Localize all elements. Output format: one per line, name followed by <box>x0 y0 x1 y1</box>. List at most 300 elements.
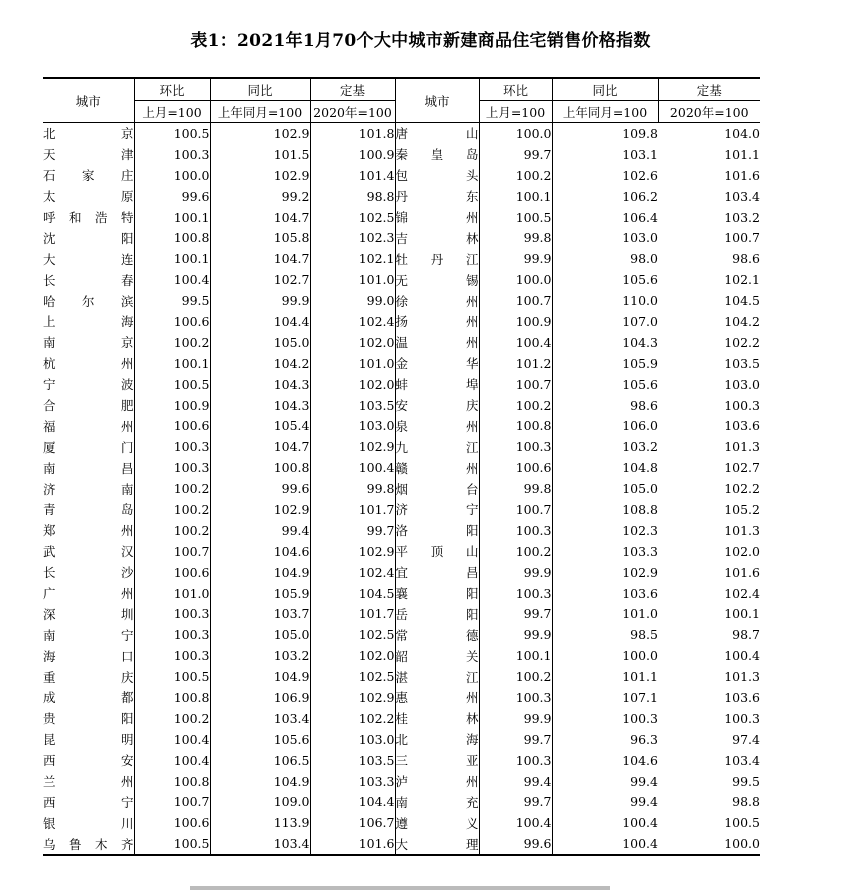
fixed-value: 104.5 <box>724 293 760 309</box>
table-row <box>43 583 760 604</box>
mom-value: 100.7 <box>479 374 552 395</box>
yoy-value: 106.2 <box>552 186 658 207</box>
mom-value: 100.8 <box>134 227 210 248</box>
table-row <box>43 395 760 416</box>
yoy-value: 99.2 <box>210 186 310 207</box>
fixed-value: 100.4 <box>310 457 395 478</box>
table-title: 表1：2021年1月70个大中城市新建商品住宅销售价格指数 <box>190 31 651 51</box>
yoy-value: 104.6 <box>210 541 310 562</box>
mom-value: 99.7 <box>479 792 552 813</box>
yoy-value: 104.8 <box>552 457 658 478</box>
city-name: 南昌 <box>43 460 134 476</box>
city-name: 襄阳 <box>395 583 479 604</box>
fixed-value: 102.5 <box>310 666 395 687</box>
fixed-value: 103.0 <box>310 415 395 436</box>
city-name: 吉林 <box>395 227 479 248</box>
yoy-value: 103.2 <box>210 645 310 666</box>
city-name: 合肥 <box>43 398 134 414</box>
city-name: 银川 <box>43 815 134 831</box>
next-title-fragment <box>170 884 630 890</box>
mom-value: 100.4 <box>134 269 210 290</box>
city-name: 徐州 <box>395 290 479 311</box>
mom-value: 100.1 <box>479 186 552 207</box>
yoy-value: 106.4 <box>552 207 658 228</box>
mom-value: 99.7 <box>479 144 552 165</box>
city-name: 上海 <box>43 314 134 330</box>
mom-value: 100.3 <box>134 603 210 624</box>
mom-value: 100.4 <box>479 332 552 353</box>
fixed-value: 99.8 <box>310 478 395 499</box>
city-name: 宁波 <box>43 377 134 393</box>
fixed-value: 101.6 <box>310 833 395 855</box>
mom-value: 99.7 <box>479 603 552 624</box>
fixed-value: 102.4 <box>310 562 395 583</box>
mom-value: 100.2 <box>134 332 210 353</box>
city-name: 蚌埠 <box>395 374 479 395</box>
table-row <box>43 311 760 332</box>
yoy-value: 105.6 <box>552 374 658 395</box>
mom-value: 100.0 <box>479 123 552 144</box>
city-name: 岳阳 <box>395 603 479 624</box>
fixed-value: 103.4 <box>724 188 760 204</box>
fixed-value: 102.9 <box>310 436 395 457</box>
header-yoy-base: 上年同月=100 <box>552 101 658 123</box>
yoy-value: 109.8 <box>552 123 658 144</box>
city-name: 福州 <box>43 418 134 434</box>
mom-value: 100.1 <box>134 248 210 269</box>
mom-value: 99.6 <box>479 833 552 855</box>
yoy-value: 105.9 <box>210 583 310 604</box>
fixed-value: 97.4 <box>732 731 760 747</box>
yoy-value: 106.9 <box>210 687 310 708</box>
city-name: 广州 <box>43 586 134 602</box>
yoy-value: 102.9 <box>552 562 658 583</box>
mom-value: 100.8 <box>134 687 210 708</box>
table-row <box>43 165 760 186</box>
fixed-value: 102.7 <box>724 460 760 476</box>
yoy-value: 96.3 <box>552 729 658 750</box>
fixed-value: 98.8 <box>310 186 395 207</box>
yoy-value: 110.0 <box>552 290 658 311</box>
table-row <box>43 144 760 165</box>
city-name: 温州 <box>395 332 479 353</box>
mom-value: 99.9 <box>479 708 552 729</box>
city-name: 西安 <box>43 753 134 769</box>
yoy-value: 104.2 <box>210 353 310 374</box>
yoy-value: 100.4 <box>552 833 658 855</box>
yoy-value: 105.6 <box>552 269 658 290</box>
mom-value: 100.5 <box>134 374 210 395</box>
fixed-value: 103.2 <box>724 209 760 225</box>
header-yoy: 同比 <box>552 78 658 101</box>
mom-value: 100.1 <box>134 207 210 228</box>
yoy-value: 101.0 <box>552 603 658 624</box>
fixed-value: 103.0 <box>724 376 760 392</box>
yoy-value: 105.9 <box>552 353 658 374</box>
mom-value: 100.4 <box>134 729 210 750</box>
table-row <box>43 123 760 144</box>
mom-value: 101.0 <box>134 583 210 604</box>
city-name: 兰州 <box>43 774 134 790</box>
mom-value: 100.3 <box>479 436 552 457</box>
city-name: 唐山 <box>395 123 479 144</box>
fixed-value: 102.2 <box>724 481 760 497</box>
fixed-value: 100.5 <box>724 815 760 831</box>
header-mom: 环比 <box>134 78 210 101</box>
city-name: 锦州 <box>395 207 479 228</box>
yoy-value: 102.9 <box>210 123 310 144</box>
city-name: 济宁 <box>395 499 479 520</box>
fixed-value: 103.6 <box>724 418 760 434</box>
fixed-value: 101.8 <box>310 123 395 144</box>
header-yoy-base: 上年同月=100 <box>210 101 310 123</box>
fixed-value: 101.0 <box>310 353 395 374</box>
price-index-table <box>43 77 760 856</box>
mom-value: 100.8 <box>134 771 210 792</box>
fixed-value: 104.2 <box>724 313 760 329</box>
fixed-value: 100.0 <box>658 833 760 855</box>
city-name: 济南 <box>43 481 134 497</box>
yoy-value: 104.9 <box>210 771 310 792</box>
city-name: 无锡 <box>395 269 479 290</box>
mom-value: 100.3 <box>134 436 210 457</box>
table-row <box>43 645 760 666</box>
city-name: 安庆 <box>395 395 479 416</box>
city-name: 遵义 <box>395 812 479 833</box>
yoy-value: 104.7 <box>210 207 310 228</box>
mom-value: 100.2 <box>479 666 552 687</box>
city-name: 赣州 <box>395 457 479 478</box>
city-name: 大连 <box>43 251 134 267</box>
yoy-value: 101.1 <box>552 666 658 687</box>
fixed-value: 101.3 <box>724 669 760 685</box>
city-name: 太原 <box>43 189 134 205</box>
yoy-value: 106.0 <box>552 415 658 436</box>
yoy-value: 102.6 <box>552 165 658 186</box>
yoy-value: 108.8 <box>552 499 658 520</box>
city-name: 郑州 <box>43 523 134 539</box>
fixed-value: 102.2 <box>310 708 395 729</box>
city-name: 丹东 <box>395 186 479 207</box>
yoy-value: 103.4 <box>210 708 310 729</box>
city-name: 哈尔滨 <box>43 293 134 309</box>
mom-value: 100.5 <box>134 666 210 687</box>
city-name: 天津 <box>43 147 134 163</box>
yoy-value: 105.0 <box>552 478 658 499</box>
table-row <box>43 771 760 792</box>
fixed-value: 100.1 <box>724 606 760 622</box>
fixed-value: 104.5 <box>310 583 395 604</box>
city-name: 包头 <box>395 165 479 186</box>
mom-value: 100.2 <box>479 541 552 562</box>
city-name: 昆明 <box>43 732 134 748</box>
yoy-value: 102.9 <box>210 165 310 186</box>
yoy-value: 105.0 <box>210 624 310 645</box>
fixed-value: 99.5 <box>732 773 760 789</box>
fixed-value: 103.6 <box>724 689 760 705</box>
city-name: 青岛 <box>43 502 134 518</box>
header-fixed: 定基 <box>310 78 395 101</box>
fixed-value: 98.8 <box>732 794 760 810</box>
mom-value: 99.4 <box>479 771 552 792</box>
fixed-value: 99.7 <box>310 520 395 541</box>
fixed-value: 102.0 <box>310 645 395 666</box>
city-name: 大理 <box>395 833 479 855</box>
yoy-value: 102.9 <box>210 499 310 520</box>
mom-value: 100.2 <box>479 165 552 186</box>
yoy-value: 105.8 <box>210 227 310 248</box>
yoy-value: 104.3 <box>210 374 310 395</box>
yoy-value: 98.5 <box>552 624 658 645</box>
table-row <box>43 457 760 478</box>
yoy-value: 104.7 <box>210 248 310 269</box>
yoy-value: 113.9 <box>210 812 310 833</box>
header-mom-base: 上月=100 <box>134 101 210 123</box>
fixed-value: 100.3 <box>724 710 760 726</box>
table-row <box>43 541 760 562</box>
mom-value: 100.3 <box>479 583 552 604</box>
table-row <box>43 415 760 436</box>
city-name: 金华 <box>395 353 479 374</box>
fixed-value: 103.4 <box>724 752 760 768</box>
fixed-value: 101.1 <box>724 146 760 162</box>
city-name: 泸州 <box>395 771 479 792</box>
header-fixed-base: 2020年=100 <box>658 101 760 123</box>
mom-value: 100.0 <box>479 269 552 290</box>
table-row <box>43 332 760 353</box>
table-row <box>43 792 760 813</box>
yoy-value: 99.9 <box>210 290 310 311</box>
city-name: 乌鲁木齐 <box>43 833 134 855</box>
fixed-value: 102.5 <box>310 624 395 645</box>
mom-value: 101.2 <box>479 353 552 374</box>
yoy-value: 102.3 <box>552 520 658 541</box>
city-name: 杭州 <box>43 356 134 372</box>
fixed-value: 101.7 <box>310 499 395 520</box>
mom-value: 100.2 <box>134 520 210 541</box>
city-name: 烟台 <box>395 478 479 499</box>
fixed-value: 102.1 <box>724 272 760 288</box>
yoy-value: 100.0 <box>552 645 658 666</box>
fixed-value: 103.0 <box>310 729 395 750</box>
city-name: 海口 <box>43 648 134 664</box>
table-row <box>43 562 760 583</box>
mom-value: 100.6 <box>479 457 552 478</box>
fixed-value: 102.2 <box>724 334 760 350</box>
mom-value: 100.5 <box>134 123 210 144</box>
yoy-value: 107.0 <box>552 311 658 332</box>
city-name: 成都 <box>43 690 134 706</box>
mom-value: 100.7 <box>479 499 552 520</box>
mom-value: 100.6 <box>134 562 210 583</box>
fixed-value: 103.5 <box>724 355 760 371</box>
city-name: 扬州 <box>395 311 479 332</box>
fixed-value: 102.1 <box>310 248 395 269</box>
fixed-value: 101.6 <box>724 564 760 580</box>
yoy-value: 104.9 <box>210 562 310 583</box>
yoy-value: 103.7 <box>210 603 310 624</box>
yoy-value: 107.1 <box>552 687 658 708</box>
fixed-value: 101.4 <box>310 165 395 186</box>
fixed-value: 100.4 <box>724 648 760 664</box>
city-name: 武汉 <box>43 544 134 560</box>
mom-value: 100.4 <box>479 812 552 833</box>
yoy-value: 101.5 <box>210 144 310 165</box>
city-name: 长春 <box>43 272 134 288</box>
mom-value: 100.1 <box>479 645 552 666</box>
yoy-value: 99.6 <box>210 478 310 499</box>
yoy-value: 103.1 <box>552 144 658 165</box>
fixed-value: 100.7 <box>724 230 760 246</box>
city-name: 南充 <box>395 792 479 813</box>
city-name: 韶关 <box>395 645 479 666</box>
table-row <box>43 478 760 499</box>
city-name: 厦门 <box>43 439 134 455</box>
yoy-value: 103.3 <box>552 541 658 562</box>
city-name: 三亚 <box>395 750 479 771</box>
fixed-value: 104.0 <box>724 125 760 141</box>
table-row <box>43 207 760 228</box>
yoy-value: 103.6 <box>552 583 658 604</box>
table-row <box>43 833 760 855</box>
yoy-value: 109.0 <box>210 792 310 813</box>
mom-value: 100.8 <box>479 415 552 436</box>
mom-value: 100.4 <box>134 750 210 771</box>
yoy-value: 104.3 <box>552 332 658 353</box>
fixed-value: 102.3 <box>310 227 395 248</box>
city-name: 湛江 <box>395 666 479 687</box>
yoy-value: 100.8 <box>210 457 310 478</box>
mom-value: 100.9 <box>134 395 210 416</box>
mom-value: 100.3 <box>134 624 210 645</box>
table-row <box>43 499 760 520</box>
yoy-value: 105.6 <box>210 729 310 750</box>
city-name: 宜昌 <box>395 562 479 583</box>
fixed-value: 102.9 <box>310 541 395 562</box>
yoy-value: 104.9 <box>210 666 310 687</box>
table-row <box>43 248 760 269</box>
city-name: 北海 <box>395 729 479 750</box>
fixed-value: 100.3 <box>724 397 760 413</box>
yoy-value: 100.3 <box>552 708 658 729</box>
header-fixed-base: 2020年=100 <box>310 101 395 123</box>
city-name: 泉州 <box>395 415 479 436</box>
table-row <box>43 520 760 541</box>
header-mom-base: 上月=100 <box>479 101 552 123</box>
fixed-value: 101.7 <box>310 603 395 624</box>
fixed-value: 101.0 <box>310 269 395 290</box>
mom-value: 100.7 <box>134 792 210 813</box>
mom-value: 100.3 <box>479 687 552 708</box>
table-row <box>43 290 760 311</box>
fixed-value: 98.7 <box>732 627 760 643</box>
mom-value: 99.8 <box>479 478 552 499</box>
yoy-value: 99.4 <box>210 520 310 541</box>
city-name: 桂林 <box>395 708 479 729</box>
fixed-value: 100.9 <box>310 144 395 165</box>
fixed-value: 106.7 <box>310 812 395 833</box>
yoy-value: 100.4 <box>552 812 658 833</box>
yoy-value: 106.5 <box>210 750 310 771</box>
city-name: 西宁 <box>43 794 134 810</box>
yoy-value: 99.4 <box>552 792 658 813</box>
table-row <box>43 666 760 687</box>
fixed-value: 102.5 <box>310 207 395 228</box>
mom-value: 100.0 <box>134 165 210 186</box>
header-mom: 环比 <box>479 78 552 101</box>
yoy-value: 103.4 <box>210 833 310 855</box>
fixed-value: 102.9 <box>310 687 395 708</box>
fixed-value: 98.6 <box>732 251 760 267</box>
city-name: 常德 <box>395 624 479 645</box>
mom-value: 100.3 <box>134 645 210 666</box>
table-row <box>43 750 760 771</box>
table-row <box>43 374 760 395</box>
table-row <box>43 708 760 729</box>
city-name: 洛阳 <box>395 520 479 541</box>
mom-value: 100.6 <box>134 311 210 332</box>
mom-value: 99.6 <box>134 186 210 207</box>
city-name: 南京 <box>43 335 134 351</box>
header-city: 城市 <box>43 78 134 123</box>
city-name: 牡丹江 <box>395 248 479 269</box>
table-row <box>43 687 760 708</box>
city-name: 平顶山 <box>395 541 479 562</box>
table-row <box>43 603 760 624</box>
city-name: 贵阳 <box>43 711 134 727</box>
city-name: 秦皇岛 <box>395 144 479 165</box>
city-name: 九江 <box>395 436 479 457</box>
fixed-value: 101.3 <box>724 522 760 538</box>
mom-value: 100.3 <box>134 457 210 478</box>
mom-value: 100.1 <box>134 353 210 374</box>
yoy-value: 104.3 <box>210 395 310 416</box>
header-yoy: 同比 <box>210 78 310 101</box>
yoy-value: 102.7 <box>210 269 310 290</box>
yoy-value: 99.4 <box>552 771 658 792</box>
mom-value: 100.3 <box>479 520 552 541</box>
yoy-value: 103.2 <box>552 436 658 457</box>
city-name: 沈阳 <box>43 230 134 246</box>
city-name: 南宁 <box>43 627 134 643</box>
yoy-value: 103.0 <box>552 227 658 248</box>
mom-value: 100.2 <box>134 708 210 729</box>
table-row <box>43 353 760 374</box>
yoy-value: 105.4 <box>210 415 310 436</box>
yoy-value: 104.6 <box>552 750 658 771</box>
mom-value: 99.9 <box>479 248 552 269</box>
fixed-value: 102.0 <box>310 332 395 353</box>
header-city: 城市 <box>395 78 479 123</box>
city-name: 深圳 <box>43 606 134 622</box>
yoy-value: 98.0 <box>552 248 658 269</box>
yoy-value: 98.6 <box>552 395 658 416</box>
mom-value: 100.7 <box>479 290 552 311</box>
city-name: 呼和浩特 <box>43 210 134 225</box>
mom-value: 99.7 <box>479 729 552 750</box>
yoy-value: 104.7 <box>210 436 310 457</box>
mom-value: 99.5 <box>134 290 210 311</box>
table-row <box>43 269 760 290</box>
table-row <box>43 186 760 207</box>
fixed-value: 102.0 <box>724 543 760 559</box>
mom-value: 100.2 <box>134 478 210 499</box>
mom-value: 100.3 <box>134 144 210 165</box>
mom-value: 100.2 <box>479 395 552 416</box>
mom-value: 100.7 <box>134 541 210 562</box>
table-row <box>43 812 760 833</box>
fixed-value: 105.2 <box>724 501 760 517</box>
